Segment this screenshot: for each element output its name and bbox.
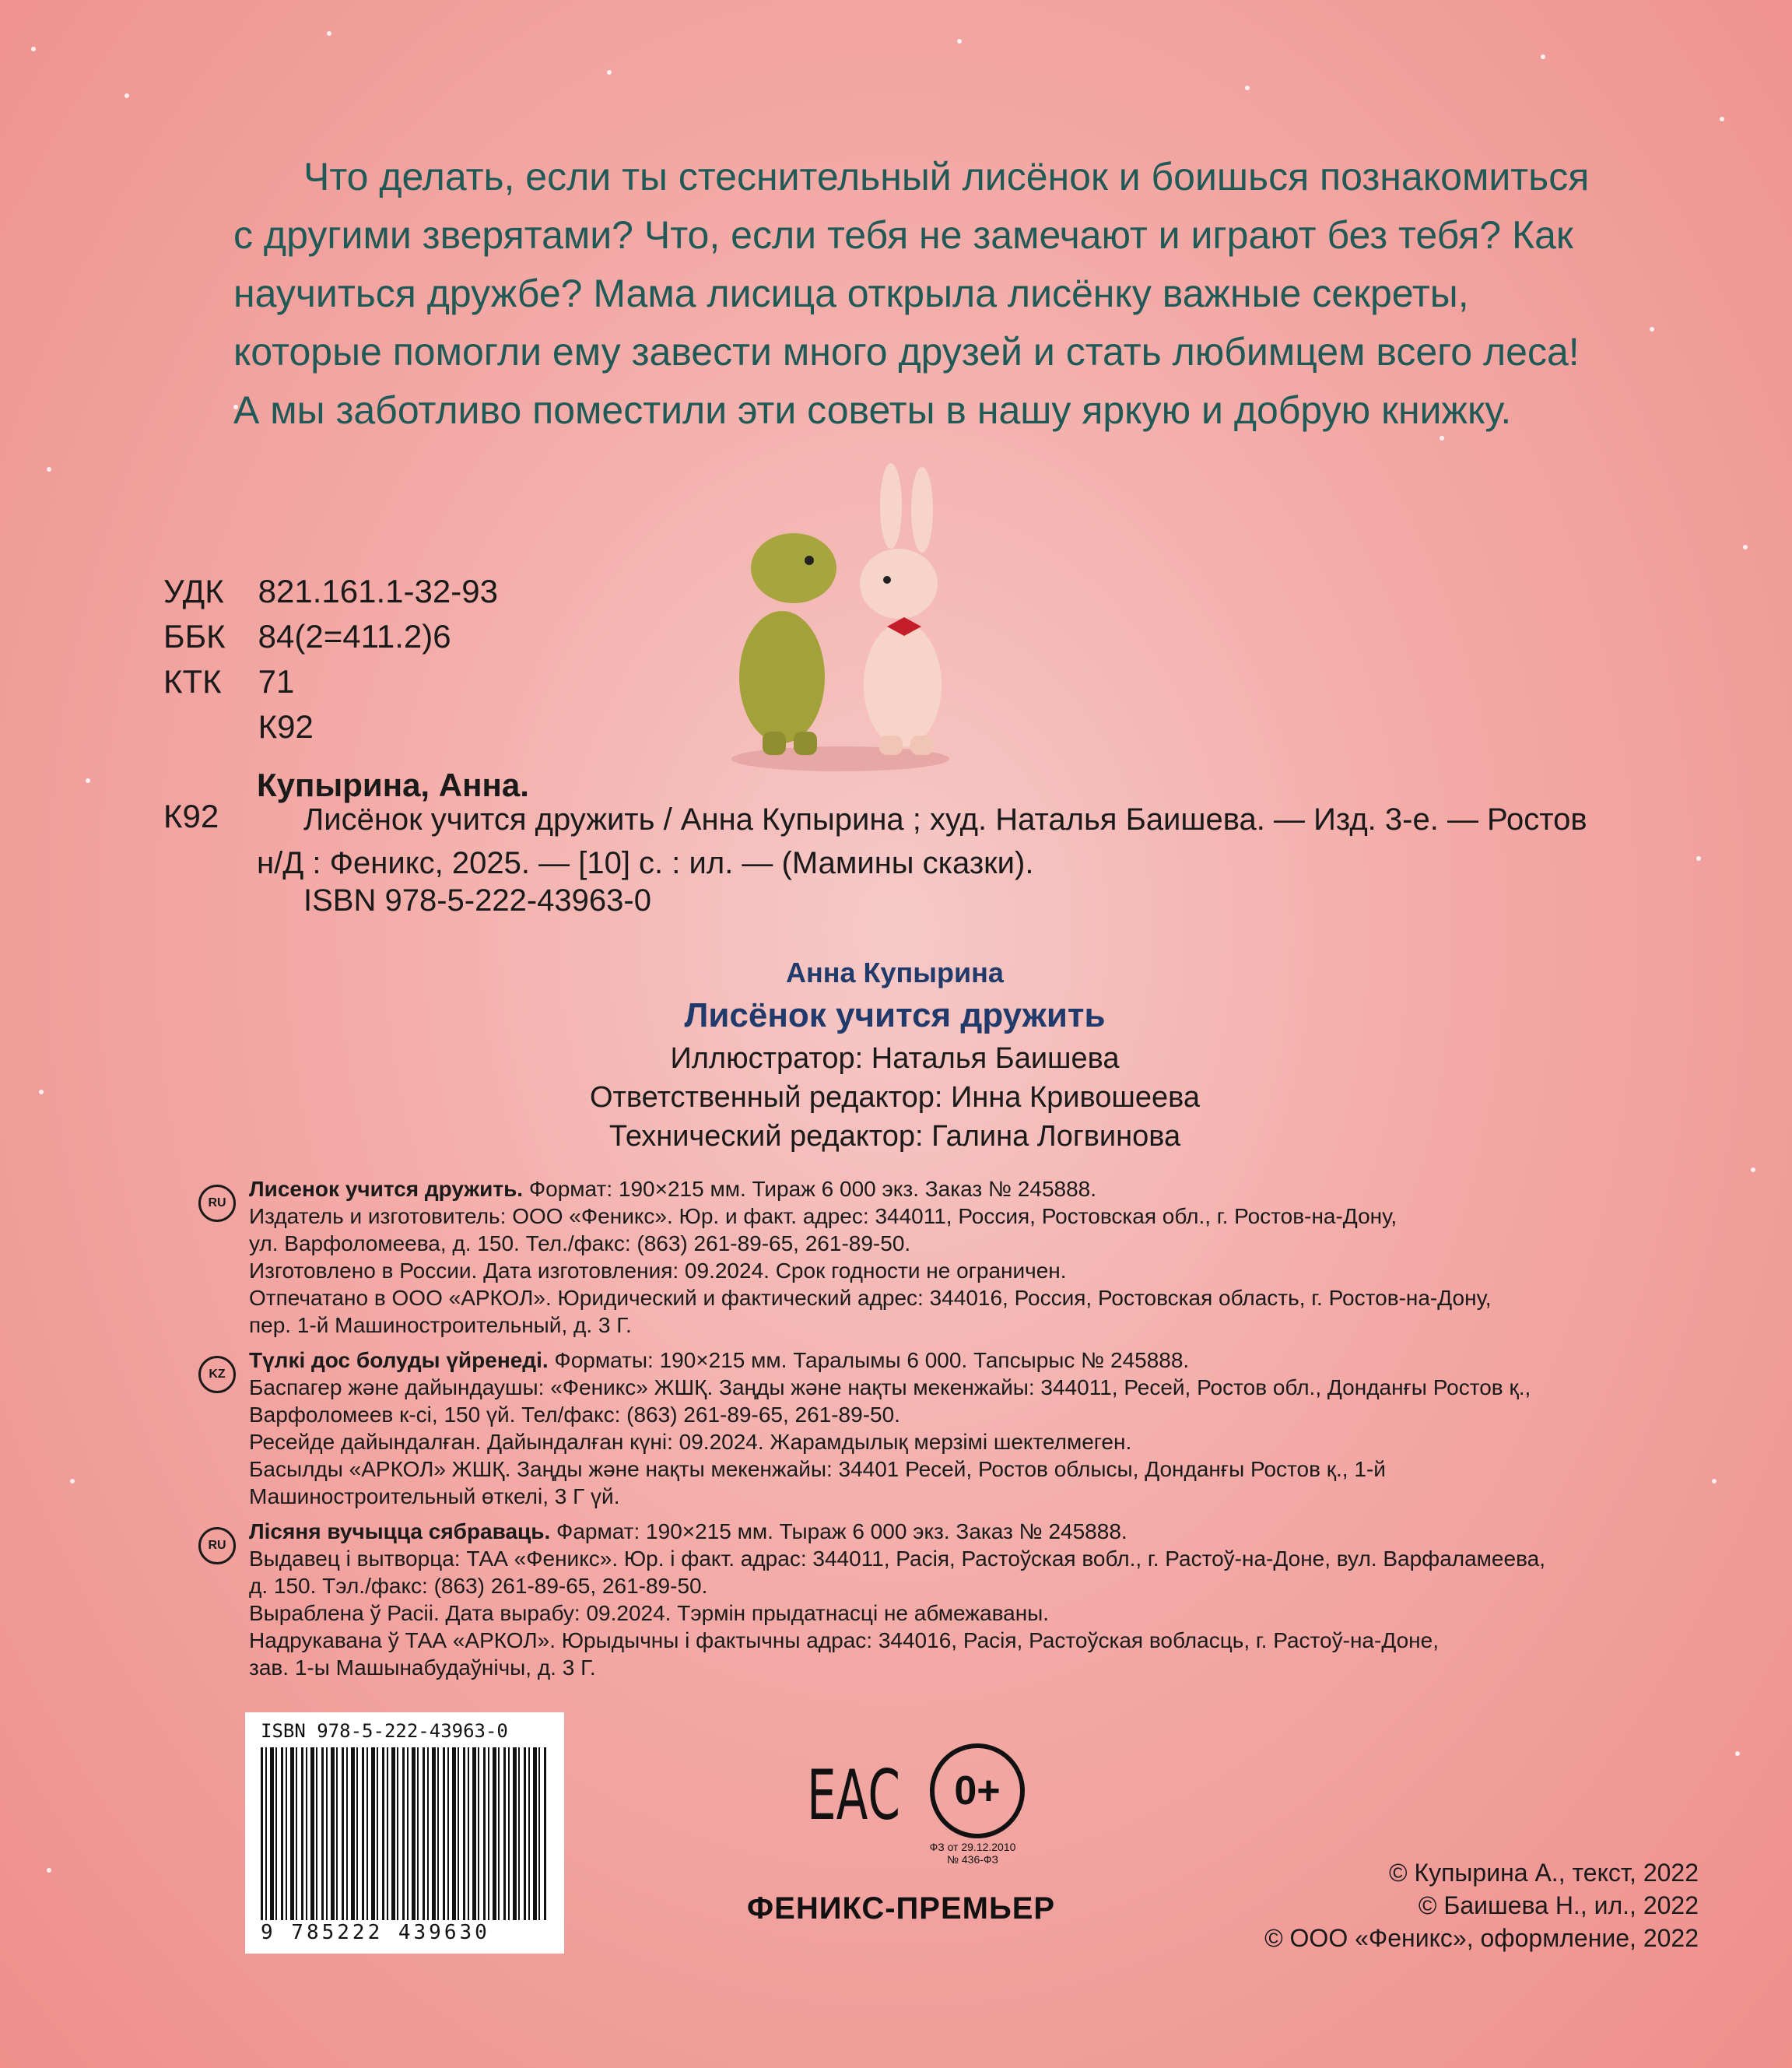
- author-code: К92: [258, 708, 314, 745]
- ru-badge-icon: RU: [198, 1185, 236, 1222]
- age-law-line2: № 436-ФЗ: [946, 1853, 999, 1866]
- dinosaur-bunny-illustration: [724, 444, 957, 778]
- imprint-ru-l5: Отпечатано в ООО «АРКОЛ». Юридический и фактический адрес: 344016, Россия, Ростовская область, г. Ростов-на-Дону,: [249, 1286, 1492, 1310]
- imprint-ru-l4: Изготовлено в России. Дата изготовления: 09.2024. Срок годности не ограничен.: [249, 1259, 1067, 1283]
- imprint-ru-l6: пер. 1-й Машиностроительный, д. 3 Г.: [249, 1313, 632, 1337]
- barcode-bars: [261, 1747, 549, 1920]
- copyright-text: © Купырина А., текст, 2022: [1388, 1859, 1699, 1887]
- credits-block: [545, 953, 1245, 1156]
- age-law-note: [926, 1841, 1019, 1866]
- imprint-by-l3: д. 150. Тэл./факс: (863) 261-89-65, 261-89-50.: [249, 1574, 708, 1598]
- age-rating-badge: 0+: [930, 1743, 1025, 1838]
- imprint-kz-l6: Машиностроительный өткелі, 3 Г үй.: [249, 1484, 620, 1508]
- copyright-block: [1264, 1856, 1699, 1954]
- ktk-label: КТК: [163, 663, 222, 700]
- imprint-by: [249, 1518, 1634, 1681]
- imprint-kz-l3: Варфоломеев к-сі, 150 үй. Тел/факс: (863) 261-89-65, 261-89-50.: [249, 1403, 900, 1427]
- copyright-design: © ООО «Феникс», оформление, 2022: [1264, 1924, 1699, 1952]
- credits-title: Лисёнок учится дружить: [684, 996, 1106, 1034]
- book-blurb: Что делать, если ты стеснительный лисёнок и боишься познакомиться с другими зверятами? Что, если тебя не замечают и играют без тебя? Как научиться дружбе? Мама лисица открыла лисёнку важные секреты, которые помогли ему завести много друзей и стать любимцем всего леса! А мы заботливо поместили эти советы в нашу яркую и добрую книжку.: [233, 155, 1590, 432]
- by-badge-icon: RU: [198, 1527, 236, 1564]
- imprint-by-l1: Фармат: 190×215 мм. Тыраж 6 000 экз. Заказ № 245888.: [550, 1519, 1127, 1543]
- imprint-ru: [249, 1175, 1634, 1339]
- imprint-kz: [249, 1346, 1634, 1510]
- imprint-kz-l1: Форматы: 190×215 мм. Таралымы 6 000. Тапсырыс № 245888.: [548, 1348, 1190, 1372]
- udk-label: УДК: [163, 573, 224, 609]
- credits-tech-editor: Технический редактор: Галина Логвинова: [608, 1120, 1181, 1153]
- credits-illustrator: Иллюстратор: Наталья Баишева: [670, 1042, 1120, 1075]
- eac-mark-text: ЕАС: [807, 1755, 900, 1835]
- ktk-value: 71: [258, 663, 295, 700]
- bbk-label: ББК: [163, 618, 226, 655]
- biblio-description: Лисёнок учится дружить / Анна Купырина ; худ. Наталья Баишева. — Изд. 3-е. — Ростов н/Д : Феникс, 2025. — [10] с. : ил. — (Мамины сказки).: [257, 802, 1587, 880]
- imprint-by-title: Лісяня вучыцца сябраваць.: [249, 1519, 551, 1543]
- udk-value: 821.161.1-32-93: [258, 573, 498, 609]
- eac-mark-icon: [805, 1732, 903, 1833]
- imprint-kz-l4: Ресейде дайындалған. Дайындалған күні: 09.2024. Жарамдылық мерзімі шектелмеген.: [249, 1430, 1132, 1454]
- imprint-by-l2: Выдавец і вытворца: ТАА «Феникс». Юр. і факт. адрас: 344011, Расія, Растоўская вобл., г. Растоў-на-Доне, вул. Варфаламеева,: [249, 1547, 1545, 1571]
- isbn-barcode: [245, 1712, 564, 1954]
- credits-author: Анна Купырина: [786, 957, 1004, 988]
- imprint-ru-l2: Издатель и изготовитель: ООО «Феникс». Юр. и факт. адрес: 344011, Россия, Ростовская обл., г. Ростов-на-Дону,: [249, 1204, 1397, 1228]
- imprint-ru-title: Лисенок учится дружить.: [249, 1177, 524, 1201]
- publisher-logo: ФЕНИКС-ПРЕМЬЕР: [747, 1891, 1056, 1926]
- biblio-author: Купырина, Анна.: [257, 767, 529, 803]
- imprint-kz-l5: Басылды «АРКОЛ» ЖШҚ. Заңды және нақты мекенжайы: 34401 Ресей, Ростов облысы, Донданғы Ростов қ., 1-й: [249, 1457, 1386, 1481]
- biblio-isbn: ISBN 978-5-222-43963-0: [303, 883, 651, 918]
- copyright-illustrations: © Баишева Н., ил., 2022: [1418, 1891, 1699, 1919]
- imprint-by-l6: зав. 1-ы Машынабудаўнічы, д. 3 Г.: [249, 1655, 596, 1680]
- imprint-kz-title: Түлкі дос болуды үйренеді.: [249, 1348, 549, 1372]
- age-law-line1: ФЗ от 29.12.2010: [929, 1841, 1016, 1853]
- barcode-isbn: ISBN 978-5-222-43963-0: [261, 1720, 508, 1742]
- imprint-ru-l3: ул. Варфоломеева, д. 150. Тел./факс: (863) 261-89-65, 261-89-50.: [249, 1231, 911, 1255]
- imprint-by-l5: Надрукавана ў ТАА «АРКОЛ». Юрыдычны і фактычны адрас: 344016, Расія, Растоўская вобласць, г. Растоў-на-Доне,: [249, 1628, 1439, 1652]
- credits-editor: Ответственный редактор: Инна Кривошеева: [589, 1081, 1201, 1114]
- barcode-digits: 9 785222 439630: [261, 1921, 490, 1944]
- kz-badge-icon: KZ: [198, 1356, 236, 1393]
- biblio-code: К92: [163, 798, 219, 834]
- imprint-kz-l2: Баспагер және дайындаушы: «Феникс» ЖШҚ. Заңды және нақты мекенжайы: 344011, Ресей, Ростов обл., Донданғы Ростов қ.,: [249, 1375, 1531, 1399]
- imprint-ru-l1: Формат: 190×215 мм. Тираж 6 000 экз. Заказ № 245888.: [523, 1177, 1097, 1201]
- bbk-value: 84(2=411.2)6: [258, 618, 451, 655]
- imprint-by-l4: Выраблена ў Расіі. Дата вырабу: 09.2024. Тэрмін прыдатнасці не абмежаваны.: [249, 1601, 1050, 1625]
